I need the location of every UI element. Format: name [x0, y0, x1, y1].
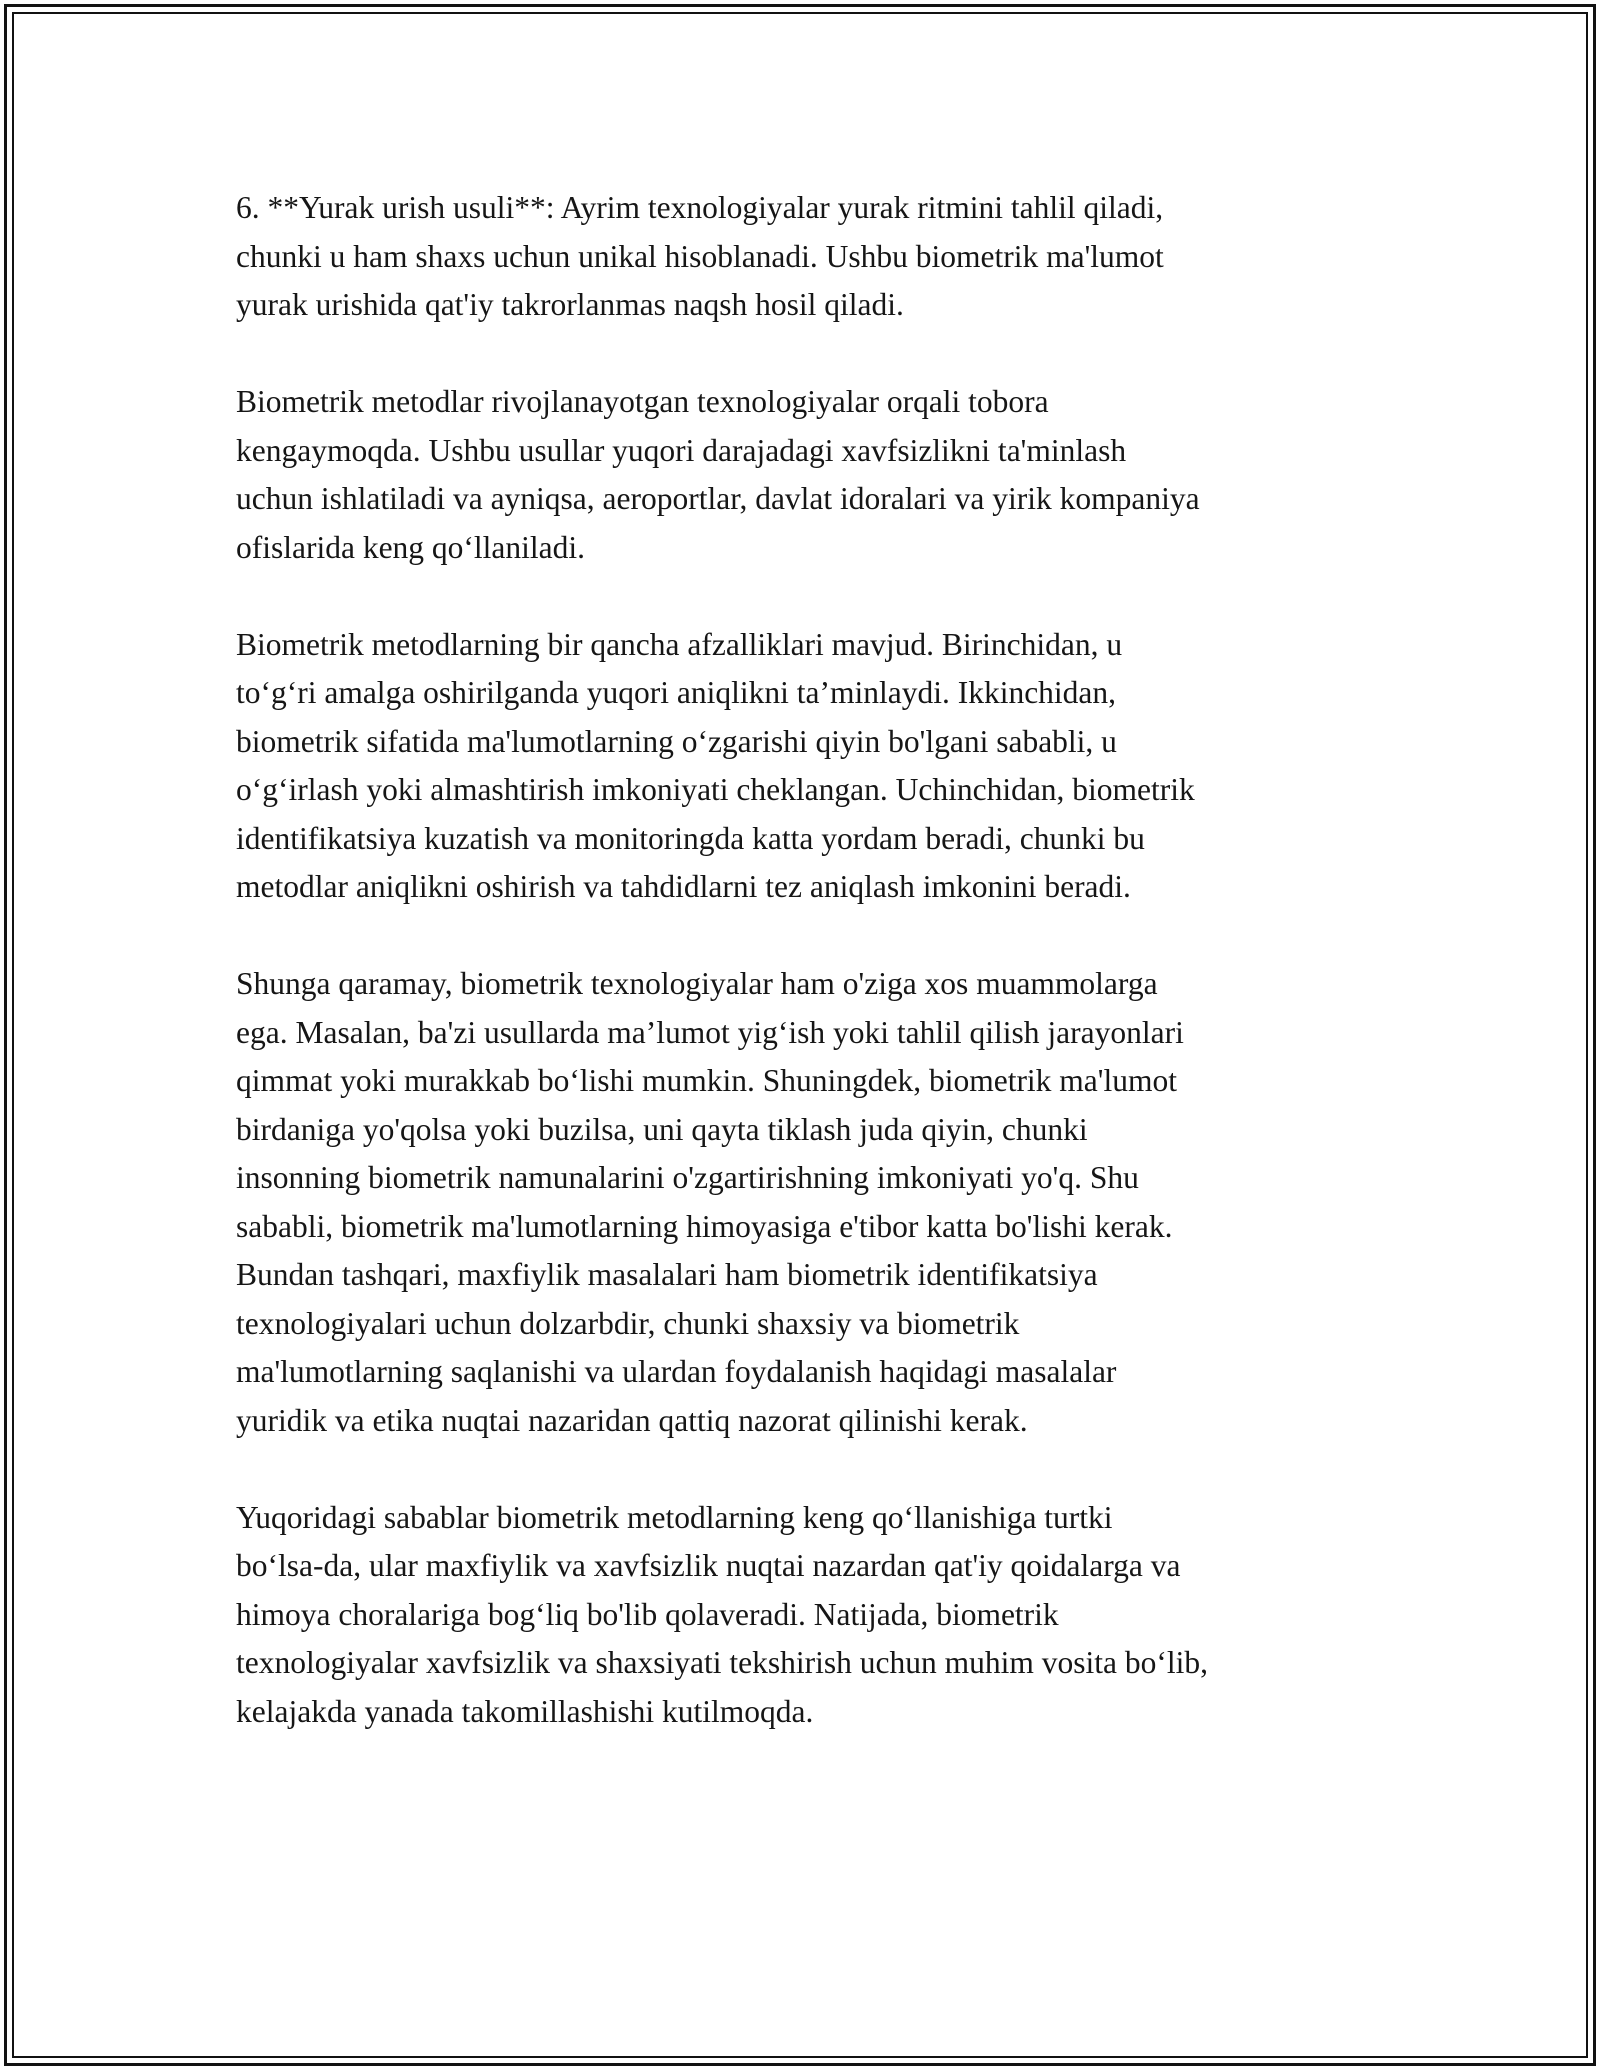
text-line: chunki u ham shaxs uchun unikal hisoblanadi. Ushbu biometrik ma'lumot — [236, 238, 1164, 274]
text-line: 6. **Yurak urish usuli**: Ayrim texnologiyalar yurak ritmini tahlil qiladi, — [236, 190, 1164, 225]
text-line: texnologiyalar xavfsizlik va shaxsiyati tekshirish uchun muhim vosita bo‘lib, — [236, 1645, 1208, 1680]
text-line: identifikatsiya kuzatish va monitoringda katta yordam beradi, chunki bu — [236, 820, 1145, 856]
text-line: ofislarida keng qo‘llaniladi. — [236, 529, 586, 565]
paragraph-biometric-growth — [236, 378, 1376, 572]
text-line: Biometrik metodlar rivojlanayotgan texnologiyalar orqali tobora — [236, 384, 1049, 419]
text-line: metodlar aniqlikni oshirish va tahdidlarni tez aniqlash imkonini beradi. — [236, 869, 1131, 904]
text-line: yuridik va etika nuqtai nazaridan qattiq nazorat qilinishi kerak. — [236, 1402, 1028, 1438]
text-line: kelajakda yanada takomillashishi kutilmoqda. — [236, 1693, 814, 1729]
text-line: Yuqoridagi sabablar biometrik metodlarning keng qo‘llanishiga turtki — [236, 1499, 1113, 1535]
text-line: Bundan tashqari, maxfiylik masalalari ham biometrik identifikatsiya — [236, 1257, 1098, 1292]
text-line: o‘g‘irlash yoki almashtirish imkoniyati cheklangan. Uchinchidan, biometrik — [236, 772, 1195, 807]
text-line: sababli, biometrik ma'lumotlarning himoyasiga e'tibor katta bo'lishi kerak. — [236, 1208, 1173, 1244]
text-line: ega. Masalan, ba'zi usullarda ma’lumot yig‘ish yoki tahlil qilish jarayonlari — [236, 1014, 1184, 1050]
text-line: bo‘lsa-da, ular maxfiylik va xavfsizlik nuqtai nazardan qat'iy qoidalarga va — [236, 1548, 1181, 1583]
text-line: uchun ishlatiladi va ayniqsa, aeroportlar, davlat idoralari va yirik kompaniya — [236, 481, 1200, 516]
paragraph-conclusion — [236, 1494, 1376, 1737]
text-line: kengaymoqda. Ushbu usullar yuqori darajadagi xavfsizlikni ta'minlash — [236, 432, 1127, 468]
text-line: insonning biometrik namunalarini o'zgartirishning imkoniyati yo'q. Shu — [236, 1160, 1139, 1195]
text-line: ma'lumotlarning saqlanishi va ulardan foydalanish haqidagi masalalar — [236, 1354, 1117, 1389]
document-body — [236, 184, 1376, 1785]
text-line: Biometrik metodlarning bir qancha afzalliklari mavjud. Birinchidan, u — [236, 626, 1123, 662]
text-line: yurak urishida qat'iy takrorlanmas naqsh hosil qiladi. — [236, 287, 904, 322]
paragraph-heartbeat-method — [236, 184, 1376, 330]
paragraph-challenges — [236, 960, 1376, 1445]
paragraph-advantages — [236, 621, 1376, 912]
text-line: to‘g‘ri amalga oshirilganda yuqori aniqlikni ta’minlaydi. Ikkinchidan, — [236, 675, 1117, 710]
text-line: texnologiyalari uchun dolzarbdir, chunki shaxsiy va biometrik — [236, 1305, 1020, 1341]
text-line: biometrik sifatida ma'lumotlarning o‘zgarishi qiyin bo'lgani sababli, u — [236, 723, 1117, 759]
text-line: Shunga qaramay, biometrik texnologiyalar ham o'ziga xos muammolarga — [236, 966, 1158, 1001]
text-line: birdaniga yo'qolsa yoki buzilsa, uni qayta tiklash juda qiyin, chunki — [236, 1111, 1088, 1147]
text-line: qimmat yoki murakkab bo‘lishi mumkin. Shuningdek, biometrik ma'lumot — [236, 1063, 1177, 1098]
text-line: himoya choralariga bog‘liq bo'lib qolaveradi. Natijada, biometrik — [236, 1596, 1059, 1632]
